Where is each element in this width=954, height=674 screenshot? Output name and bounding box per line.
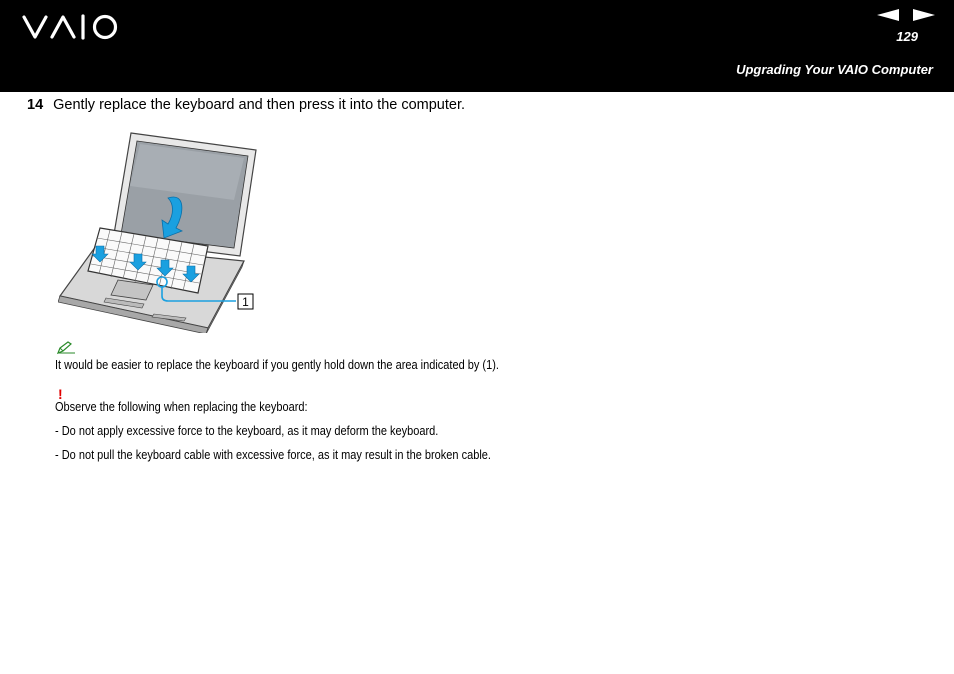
page-number: 129 [896,29,918,44]
step-instruction [27,97,465,113]
warning-icon: ! [58,386,63,402]
warning-item: - Do not pull the keyboard cable with excessive force, as it may result in the broken cable. [55,448,491,462]
vaio-logo [22,12,122,42]
step-text: Gently replace the keyboard and then press it into the computer. [53,97,466,113]
callout-label: 1 [242,295,249,309]
warning-item: - Do not apply excessive force to the keyboard, as it may deform the keyboard. [55,424,439,438]
warning-text: Observe the following when replacing the keyboard: [55,400,308,414]
page-header [0,0,954,92]
laptop-keyboard-illustration [58,128,263,333]
section-title: Upgrading Your VAIO Computer [736,62,933,77]
pencil-icon [56,341,76,355]
step-number: 14 [27,97,44,113]
triangle-right-icon[interactable] [913,9,935,21]
note-text: It would be easier to replace the keyboard if you gently hold down the area indicated by (1). [55,358,499,372]
triangle-left-icon[interactable] [877,9,899,21]
